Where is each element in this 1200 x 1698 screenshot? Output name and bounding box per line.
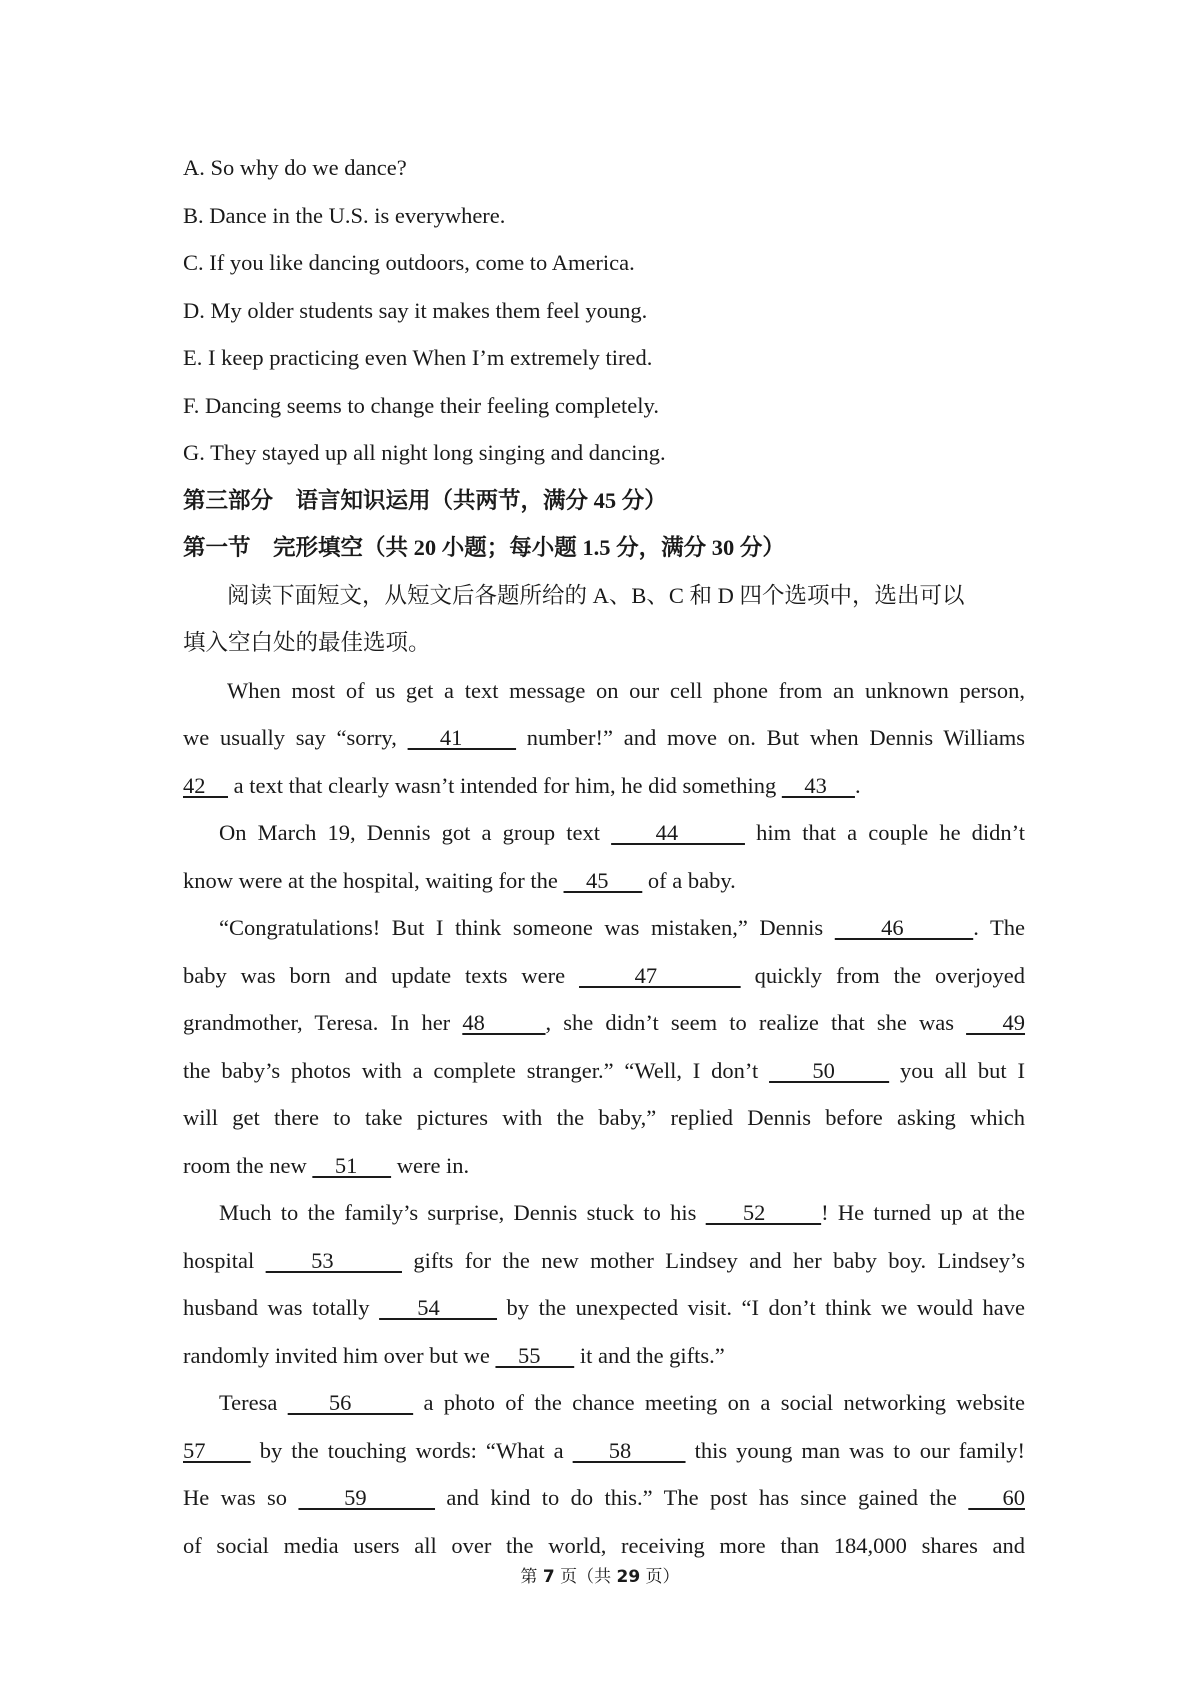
passage-text: him that a couple he didn’t — [744, 820, 1026, 845]
passage-line-3 — [183, 770, 1025, 818]
blank-41: 41 — [407, 725, 517, 750]
passage-line-9 — [183, 1055, 1025, 1103]
passage-line-18 — [183, 1482, 1025, 1530]
passage-line-15 — [183, 1340, 1025, 1388]
option-e: E. I keep practicing even When I’m extremely tired. — [183, 345, 653, 370]
section-one-heading: 第一节 完形填空（共 20 小题；每小题 1.5 分，满分 30 分） — [183, 535, 785, 560]
passage-line-17 — [183, 1435, 1025, 1483]
page-content — [183, 152, 1025, 1577]
passage-text: When most of us get a text message on our cell phone from an unknown person, — [227, 677, 1025, 703]
blank-43: 43 — [781, 772, 855, 798]
passage-text: “Congratulations! But I think someone was mistaken,” Dennis — [219, 915, 835, 940]
passage-text: gifts for the new mother Lindsey and her baby boy. Lindsey’s — [401, 1247, 1026, 1273]
instruction-line-2: 填入空白处的最佳选项。 — [183, 630, 431, 655]
blank-42: 42 — [183, 772, 228, 798]
section-three-heading: 第三部分 语言知识运用（共两节，满分 45 分） — [183, 487, 667, 513]
passage-text: it and the gifts.” — [574, 1342, 725, 1368]
blank-45: 45 — [563, 867, 643, 893]
footer-suffix: 页） — [640, 1567, 680, 1587]
passage-line-5 — [183, 865, 1025, 913]
passage-text: He was so — [183, 1485, 299, 1510]
option-a: A. So why do we dance? — [183, 155, 407, 180]
passage-line-4 — [183, 817, 1025, 865]
passage-text: Much to the family’s surprise, Dennis stuck to his — [219, 1200, 706, 1225]
passage-text: number!” and move on. But when Dennis Williams — [516, 725, 1025, 750]
blank-53: 53 — [265, 1247, 402, 1273]
passage-line-14 — [183, 1292, 1025, 1340]
passage-text: of a baby. — [642, 867, 736, 893]
footer-total-pages: 29 — [616, 1567, 641, 1587]
instruction-line-1: 阅读下面短文，从短文后各题所给的 A、B、C 和 D 四个选项中，选出可以 — [227, 582, 965, 608]
passage-line-1 — [183, 675, 1025, 723]
blank-49: 49 — [966, 1010, 1026, 1035]
passage-text: the baby’s photos with a complete stranger.” “Well, I don’t — [183, 1057, 770, 1083]
passage-text: husband was totally — [183, 1295, 380, 1320]
passage-text: by the touching words: “What a — [250, 1437, 573, 1463]
passage-text: know were at the hospital, waiting for the — [183, 867, 564, 893]
page-footer — [0, 1562, 1200, 1587]
blank-48: 48 — [462, 1010, 546, 1035]
blank-59: 59 — [298, 1485, 436, 1510]
passage-text: by the unexpected visit. “I don’t think we would have — [497, 1295, 1026, 1320]
passage-text: you all but I — [889, 1057, 1025, 1083]
passage-text: room the new — [183, 1152, 313, 1178]
blank-52: 52 — [705, 1200, 822, 1225]
passage-text: we usually say “sorry, — [183, 725, 408, 750]
passage-text: hospital — [183, 1247, 266, 1273]
passage-text: of social media users all over the world, receiving more than 184,000 shares and — [183, 1532, 1025, 1558]
blank-55: 55 — [495, 1342, 575, 1368]
passage-text: ! He turned up at the — [821, 1200, 1026, 1225]
blank-51: 51 — [312, 1152, 392, 1178]
option-g: G. They stayed up all night long singing and dancing. — [183, 440, 666, 465]
passage-text: a text that clearly wasn’t intended for him, he did something — [228, 772, 782, 798]
blank-58: 58 — [572, 1437, 686, 1463]
passage-text: were in. — [391, 1152, 470, 1178]
blank-56: 56 — [287, 1390, 414, 1415]
passage-text: . The — [973, 915, 1026, 940]
passage-text: . — [854, 772, 861, 798]
passage-text: a photo of the chance meeting on a social networking website — [413, 1390, 1025, 1415]
blank-50: 50 — [769, 1057, 890, 1083]
blank-57: 57 — [183, 1437, 251, 1463]
option-c: C. If you like dancing outdoors, come to America. — [183, 250, 635, 275]
footer-page-number: 7 — [542, 1567, 555, 1587]
passage-text: will get there to take pictures with the baby,” replied Dennis before asking which — [183, 1105, 1025, 1130]
blank-60: 60 — [968, 1485, 1025, 1510]
passage-line-13 — [183, 1245, 1025, 1293]
passage-line-11 — [183, 1150, 1025, 1198]
option-b: B. Dance in the U.S. is everywhere. — [183, 202, 506, 228]
passage-text: this young man was to our family! — [685, 1437, 1026, 1463]
footer-prefix: 第 — [520, 1567, 543, 1587]
option-d: D. My older students say it makes them feel young. — [183, 297, 648, 323]
passage-text: quickly from the overjoyed — [740, 962, 1025, 988]
option-f: F. Dancing seems to change their feeling completely. — [183, 392, 659, 418]
passage-text: Teresa — [219, 1390, 288, 1415]
passage-text: baby was born and update texts were — [183, 962, 580, 988]
footer-mid: 页（共 — [554, 1567, 617, 1587]
passage-line-8 — [183, 1007, 1025, 1055]
blank-44: 44 — [611, 820, 745, 845]
passage-line-12 — [183, 1197, 1025, 1245]
passage-text: grandmother, Teresa. In her — [183, 1010, 463, 1035]
blank-54: 54 — [379, 1295, 498, 1320]
blank-47: 47 — [579, 962, 741, 988]
passage-text: randomly invited him over but we — [183, 1342, 496, 1368]
passage-line-16 — [183, 1387, 1025, 1435]
passage-line-6 — [183, 912, 1025, 960]
blank-46: 46 — [834, 915, 974, 940]
passage-line-2 — [183, 722, 1025, 770]
passage-text: , she didn’t seem to realize that she was — [545, 1010, 967, 1035]
passage-text: On March 19, Dennis got a group text — [219, 820, 612, 845]
passage-line-10 — [183, 1102, 1025, 1150]
passage-text: and kind to do this.” The post has since gained the — [435, 1485, 969, 1510]
passage-line-7 — [183, 960, 1025, 1008]
